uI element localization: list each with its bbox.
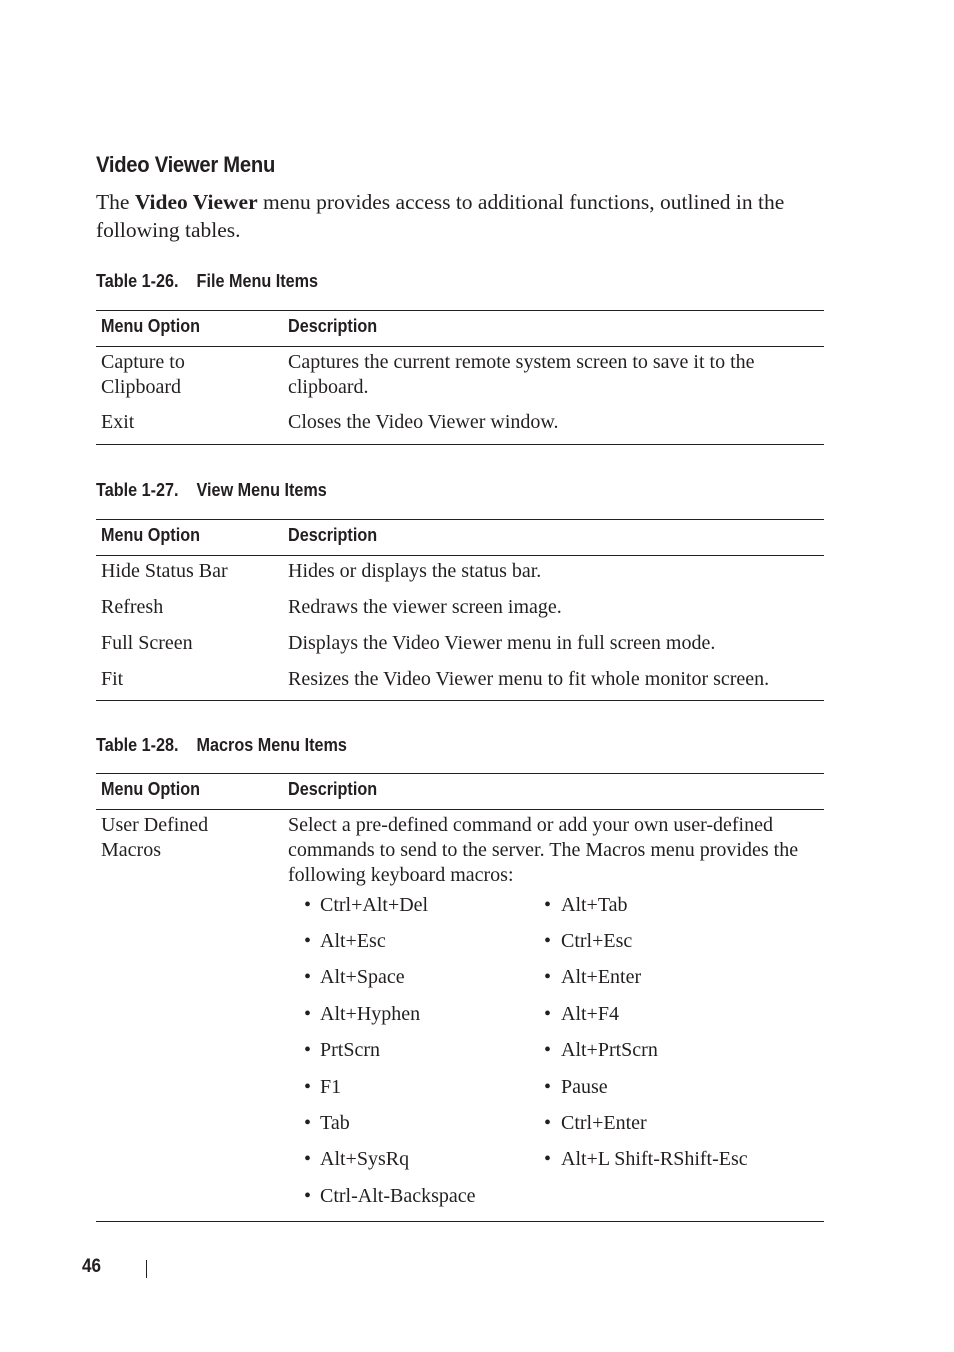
bullet-icon: •: [544, 1112, 552, 1134]
macro-item: Ctrl+Alt+Del: [320, 894, 429, 916]
macro-item: Alt+Space: [320, 966, 405, 988]
table-row: [96, 628, 824, 664]
table-header: [96, 520, 824, 556]
header-menu-option: Menu Option: [101, 779, 200, 799]
intro-text-before: The: [96, 190, 135, 214]
row-description: Closes the Video Viewer window.: [288, 411, 559, 433]
bullet-icon: •: [304, 1112, 312, 1134]
bullet-icon: •: [544, 1076, 552, 1098]
macro-item: Alt+PrtScrn: [561, 1039, 658, 1061]
intro-text-after: menu provides access to additional functions, outlined in the following tables.: [96, 190, 785, 242]
table-row: [96, 810, 824, 1220]
macro-item: Ctrl-Alt-Backspace: [320, 1185, 476, 1207]
table-caption-macros-menu: [96, 735, 347, 756]
table-caption-file-menu: [96, 271, 318, 292]
view-menu-table: [96, 519, 824, 701]
bullet-icon: •: [304, 930, 312, 952]
header-menu-option: Menu Option: [101, 525, 200, 545]
bullet-icon: •: [304, 894, 312, 916]
caption-title: Macros Menu Items: [196, 735, 347, 755]
table-row: [96, 592, 824, 628]
macro-item: Alt+Esc: [320, 930, 386, 952]
intro-text-bold: Video Viewer: [134, 190, 258, 214]
row-description: Hides or displays the status bar.: [288, 560, 542, 582]
bullet-icon: •: [544, 1003, 552, 1025]
macro-item: Pause: [561, 1076, 608, 1098]
header-description: Description: [288, 316, 378, 336]
macro-item: Alt+Hyphen: [320, 1003, 421, 1025]
bullet-icon: •: [544, 894, 552, 916]
caption-number: Table 1-27.: [96, 480, 179, 500]
macro-item: Alt+F4: [561, 1003, 619, 1025]
header-menu-option: Menu Option: [101, 316, 200, 336]
macro-item: Ctrl+Esc: [561, 930, 633, 952]
bullet-icon: •: [544, 966, 552, 988]
macros-menu-table: [96, 773, 824, 1222]
table-header: [96, 774, 824, 810]
row-description: Captures the current remote system screen to save it to the clipboard.: [288, 351, 755, 398]
caption-title: View Menu Items: [196, 480, 327, 500]
macro-item: Alt+Enter: [561, 966, 642, 988]
bullet-icon: •: [544, 1039, 552, 1061]
bullet-icon: •: [304, 1185, 312, 1207]
bullet-icon: •: [304, 1039, 312, 1061]
row-option: User Defined Macros: [101, 814, 209, 861]
caption-number: Table 1-26.: [96, 271, 179, 291]
header-description: Description: [288, 779, 378, 799]
bullet-icon: •: [544, 930, 552, 952]
table-row: [96, 347, 824, 409]
macro-item: Alt+SysRq: [320, 1148, 410, 1170]
row-option: Fit: [101, 668, 124, 690]
page-number: 46: [82, 1256, 102, 1277]
caption-number: Table 1-28.: [96, 735, 179, 755]
table-row: [96, 664, 824, 700]
file-menu-table: [96, 310, 824, 445]
row-option: Exit: [101, 411, 135, 433]
row-description: Redraws the viewer screen image.: [288, 596, 562, 618]
row-description: Select a pre-defined command or add your own user-defined commands to send to the server. The Macros menu provides the following keyboard macros:: [288, 814, 799, 886]
bullet-icon: •: [304, 966, 312, 988]
macro-item: Alt+L Shift-RShift-Esc: [561, 1148, 748, 1170]
caption-title: File Menu Items: [196, 271, 319, 291]
row-option: Capture to Clipboard: [101, 351, 185, 398]
bullet-icon: •: [304, 1076, 312, 1098]
bullet-icon: •: [544, 1148, 552, 1170]
bullet-icon: •: [304, 1148, 312, 1170]
row-description: Displays the Video Viewer menu in full screen mode.: [288, 632, 716, 654]
section-title: Video Viewer Menu: [96, 152, 276, 177]
macro-item: F1: [320, 1076, 342, 1098]
table-row: [96, 409, 824, 443]
macro-item: Tab: [320, 1112, 350, 1134]
table-row: [96, 556, 824, 592]
row-option: Refresh: [101, 596, 164, 618]
macro-item: PrtScrn: [320, 1039, 380, 1061]
bullet-icon: •: [304, 1003, 312, 1025]
row-option: Hide Status Bar: [101, 560, 228, 582]
macro-item: Alt+Tab: [561, 894, 628, 916]
footer-divider: [146, 1260, 147, 1278]
macro-item: Ctrl+Enter: [561, 1112, 647, 1134]
row-option: Full Screen: [101, 632, 193, 654]
table-caption-view-menu: [96, 480, 327, 501]
row-description: Resizes the Video Viewer menu to fit whole monitor screen.: [288, 668, 770, 690]
table-header: [96, 311, 824, 347]
header-description: Description: [288, 525, 378, 545]
intro-paragraph: [96, 188, 826, 244]
